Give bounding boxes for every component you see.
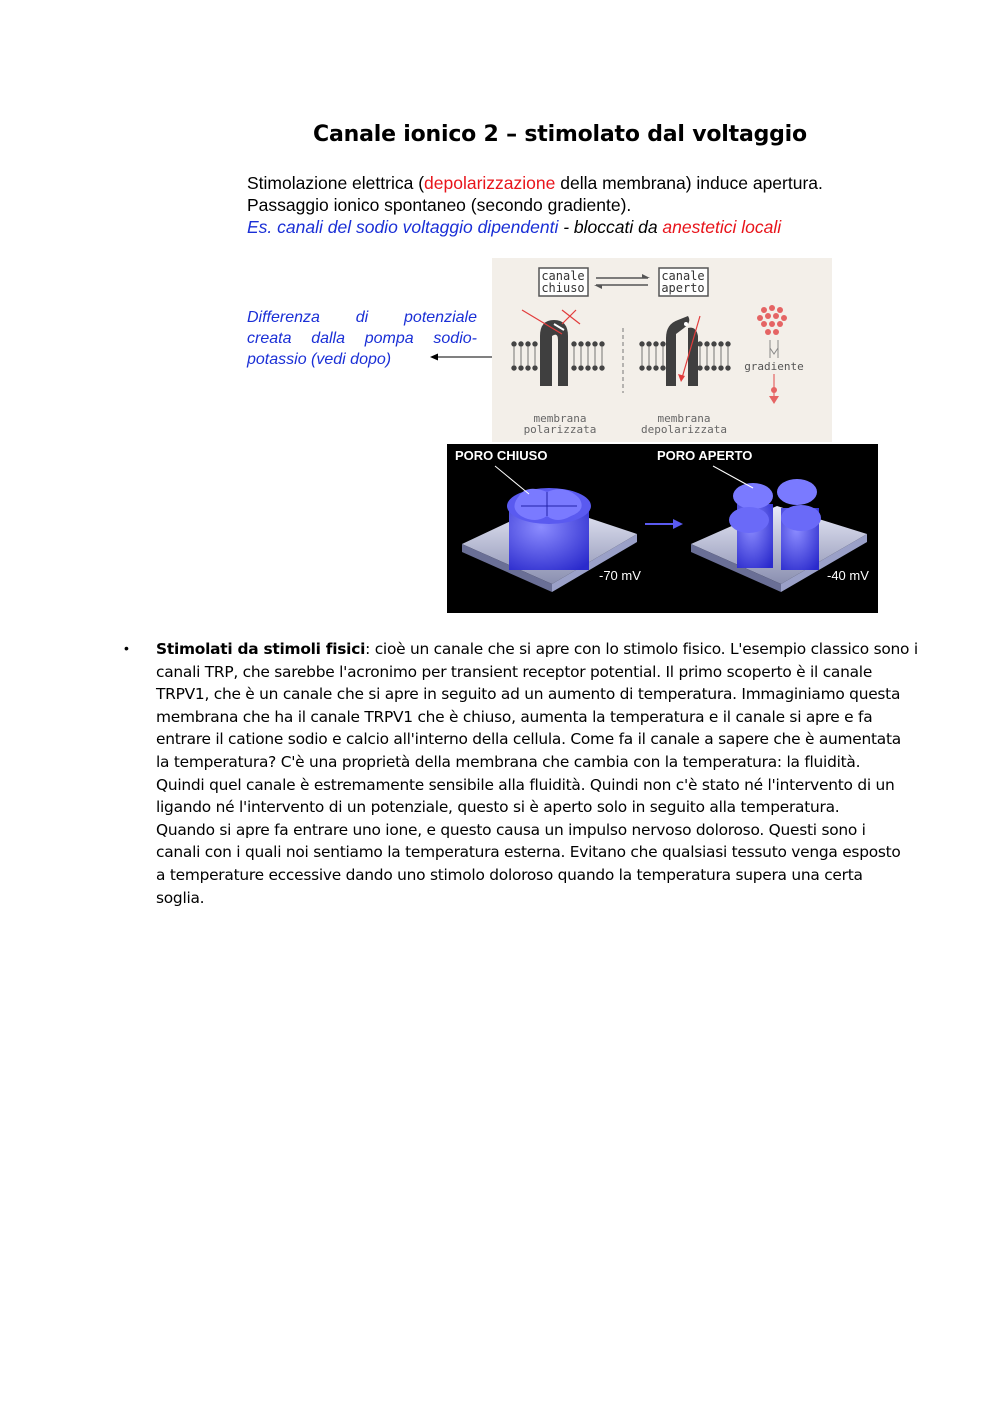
paragraph-line: Quindi quel canale è estremamente sensibile alla fluidità. Quindi non c'è stato né l'intervento di un bbox=[156, 775, 895, 794]
line3-es: Es. bbox=[247, 217, 273, 237]
pore-open-label: PORO APERTO bbox=[657, 448, 753, 463]
note-word: pompa bbox=[364, 330, 414, 347]
note-word: creata bbox=[247, 330, 292, 347]
membrane-left-line2: polarizzata bbox=[523, 423, 597, 436]
note-row-3: potassio (vedi dopo) bbox=[247, 351, 392, 368]
bullet-paragraph bbox=[156, 638, 918, 909]
paragraph-line: la temperatura? C'è una proprietà della membrana che cambia con la temperatura: la fluidità. bbox=[156, 752, 861, 771]
slide-line-3 bbox=[247, 216, 907, 238]
paragraph-line: canali TRP, che sarebbe l'acronimo per transient receptor potential. Il primo scoperto è il canale bbox=[156, 662, 873, 681]
paragraph-line: membrana che ha il canale TRPV1 che è chiuso, aumenta la temperatura e il canale si apre e fa bbox=[156, 707, 873, 726]
note-word: sodio- bbox=[433, 330, 477, 347]
bullet-heading: Stimolati da stimoli fisici bbox=[156, 640, 366, 658]
channel-illustration bbox=[492, 258, 832, 442]
slide-line-1 bbox=[247, 172, 907, 194]
line3-red: anestetici locali bbox=[662, 217, 782, 237]
note-row-1 bbox=[247, 307, 477, 328]
channel-diagram bbox=[492, 258, 832, 442]
line1-after: della membrana) induce apertura. bbox=[555, 173, 823, 193]
pore-closed-label: PORO CHIUSO bbox=[455, 448, 548, 463]
membrane-left-line1: membrana bbox=[533, 412, 587, 425]
paragraph-line: ligando né l'intervento di un potenziale, questo si è aperto solo in seguito alla temperatura. bbox=[156, 798, 840, 817]
note-word: Differenza bbox=[247, 309, 320, 326]
line3-blue: canali del sodio voltaggio dipendenti bbox=[272, 217, 559, 237]
open-box-line1: canale bbox=[661, 269, 705, 283]
paragraph-line: soglia. bbox=[156, 888, 205, 907]
closed-box-line2: chiuso bbox=[541, 281, 585, 295]
membrane-right-line1: membrana bbox=[657, 412, 711, 425]
pore-open-voltage: -40 mV bbox=[827, 568, 869, 583]
line1-before: Stimolazione elettrica ( bbox=[247, 173, 425, 193]
note-word: dalla bbox=[311, 330, 346, 347]
paragraph-line: canali con i quali noi sentiamo la temperatura esterna. Evitano che qualsiasi tessuto venga esposto bbox=[156, 843, 901, 862]
arrow-left-icon bbox=[430, 350, 496, 364]
paragraph-line bbox=[156, 638, 918, 661]
open-box-line2: aperto bbox=[661, 281, 705, 295]
paragraph-line: Quando si apre fa entrare uno ione, e questo causa un impulso nervoso doloroso. Questi sono i bbox=[156, 820, 866, 839]
paragraph-line-text: : cioè un canale che si apre con lo stimolo fisico. L'esempio classico sono i bbox=[365, 640, 918, 658]
pore-illustration bbox=[447, 444, 878, 613]
note-word: di bbox=[355, 309, 369, 326]
bullet-marker: • bbox=[124, 640, 129, 656]
pore-closed-voltage: -70 mV bbox=[599, 568, 641, 583]
note-row-2 bbox=[247, 328, 477, 349]
gradient-label: gradiente bbox=[744, 360, 804, 373]
membrane-right-line2: depolarizzata bbox=[640, 423, 728, 436]
slide-title: Canale ionico 2 – stimolato dal voltaggio bbox=[313, 122, 807, 147]
paragraph-line: TRPV1, che è un canale che si apre in seguito ad un aumento di temperatura. Immaginiamo questa bbox=[156, 685, 901, 704]
pore-diagram bbox=[447, 444, 878, 613]
closed-box-line1: canale bbox=[541, 269, 585, 283]
slide-text bbox=[247, 172, 907, 238]
paragraph-line: entrare il catione sodio e calcio all'interno della cellula. Come fa il canale a sapere che è aumentata bbox=[156, 730, 901, 749]
note-word: potenziale bbox=[404, 309, 477, 326]
line1-highlight: depolarizzazione bbox=[424, 173, 556, 193]
line3-dash: - bloccati da bbox=[558, 217, 663, 237]
paragraph-line: a temperature eccessive dando uno stimolo doloroso quando la temperatura supera una certa bbox=[156, 865, 863, 884]
slide-line-2: Passaggio ionico spontaneo (secondo gradiente). bbox=[247, 195, 632, 215]
